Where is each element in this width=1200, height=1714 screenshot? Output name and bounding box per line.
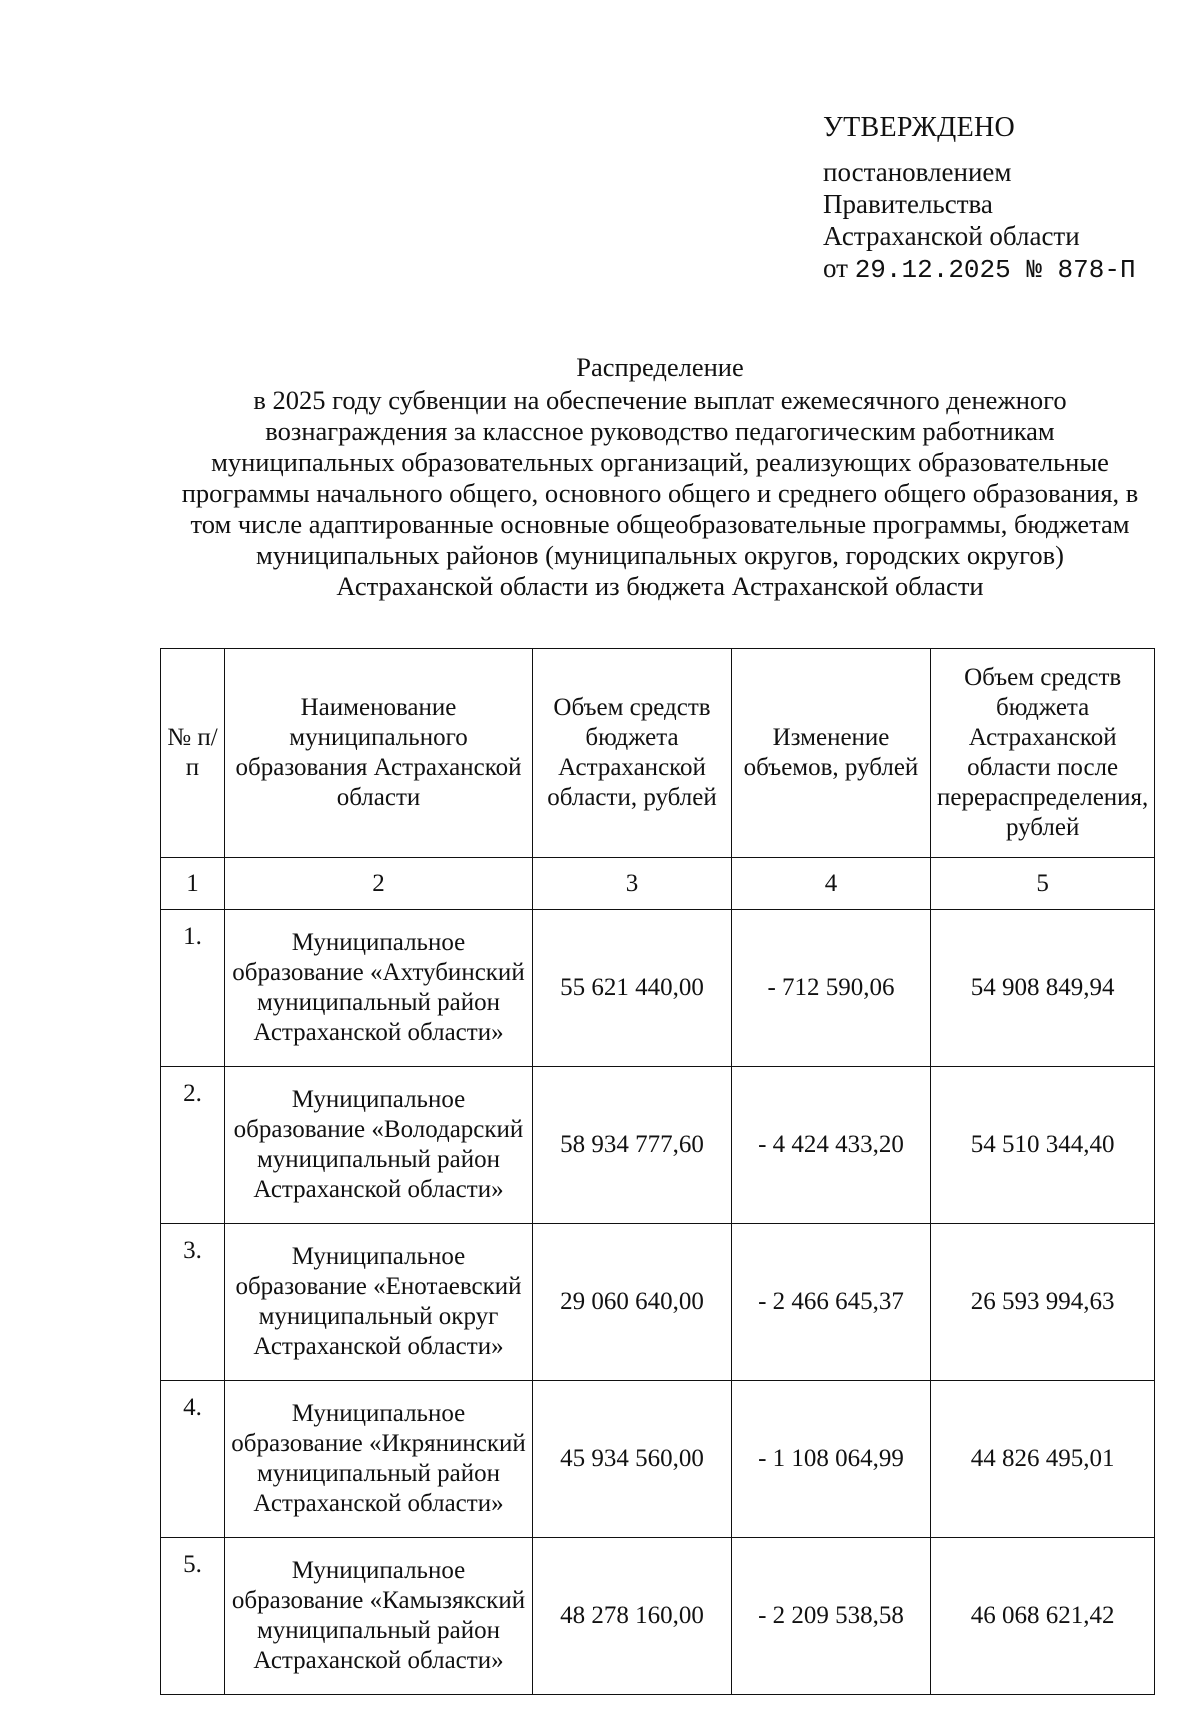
row-name: Муниципальное образование «Ахтубинский муниципальный район Астраханской области» — [225, 910, 533, 1067]
row-budget: 45 934 560,00 — [533, 1381, 732, 1538]
header-after: Объем средств бюджета Астраханской области после перераспределения, рублей — [931, 649, 1155, 858]
table-row — [161, 1538, 1155, 1695]
table-row — [161, 1381, 1155, 1538]
header-row — [161, 649, 1155, 858]
row-change: - 712 590,06 — [732, 910, 931, 1067]
row-budget: 48 278 160,00 — [533, 1538, 732, 1695]
approval-line-1: постановлением — [823, 157, 1012, 187]
row-num: 1. — [161, 910, 225, 1067]
row-budget: 55 621 440,00 — [533, 910, 732, 1067]
column-number: 2 — [225, 858, 533, 910]
row-after: 54 908 849,94 — [931, 910, 1155, 1067]
approval-date-number: 29.12.2025 № 878-П — [854, 255, 1136, 285]
approval-block — [823, 112, 1136, 286]
header-budget: Объем средств бюджета Астраханской области, рублей — [533, 649, 732, 858]
row-name: Муниципальное образование «Камызякский муниципальный район Астраханской области» — [225, 1538, 533, 1695]
approval-stamp: УТВЕРЖДЕНО — [823, 112, 1016, 143]
row-num: 5. — [161, 1538, 225, 1695]
approval-date-prefix: от — [823, 253, 848, 283]
row-num: 2. — [161, 1067, 225, 1224]
row-name: Муниципальное образование «Енотаевский муниципальный округ Астраханской области» — [225, 1224, 533, 1381]
row-name: Муниципальное образование «Володарский муниципальный район Астраханской области» — [225, 1067, 533, 1224]
table-row — [161, 910, 1155, 1067]
header-change: Изменение объемов, рублей — [732, 649, 931, 858]
row-num: 4. — [161, 1381, 225, 1538]
row-after: 54 510 344,40 — [931, 1067, 1155, 1224]
title-body: в 2025 году субвенции на обеспечение выплат ежемесячного денежного вознаграждения за классное руководство педагогическим работникам муниципальных образовательных организаций, реализующих образовательные программы начального общего, основного общего и среднего общего образования, в том числе адаптированные основные общеобразовательные программы, бюджетам муниципальных районов (муниципальных округов, городских округов) Астраханской области из бюджета Астраханской области — [181, 385, 1139, 601]
row-after: 26 593 994,63 — [931, 1224, 1155, 1381]
header-num: № п/п — [161, 649, 225, 858]
row-change: - 4 424 433,20 — [732, 1067, 931, 1224]
row-budget: 58 934 777,60 — [533, 1067, 732, 1224]
row-after: 46 068 621,42 — [931, 1538, 1155, 1695]
distribution-table-wrap — [160, 648, 1155, 1695]
document-title — [180, 352, 1140, 602]
row-after: 44 826 495,01 — [931, 1381, 1155, 1538]
table-row — [161, 1067, 1155, 1224]
column-number: 5 — [931, 858, 1155, 910]
row-num: 3. — [161, 1224, 225, 1381]
row-budget: 29 060 640,00 — [533, 1224, 732, 1381]
distribution-table — [160, 648, 1155, 1695]
approval-line-3: Астраханской области — [823, 221, 1080, 251]
title-heading: Распределение — [576, 352, 744, 382]
table-row — [161, 1224, 1155, 1381]
column-number: 3 — [533, 858, 732, 910]
row-name: Муниципальное образование «Икрянинский муниципальный район Астраханской области» — [225, 1381, 533, 1538]
row-change: - 2 209 538,58 — [732, 1538, 931, 1695]
column-number: 4 — [732, 858, 931, 910]
header-name: Наименование муниципального образования Астраханской области — [225, 649, 533, 858]
column-number: 1 — [161, 858, 225, 910]
approval-date-line — [823, 252, 1136, 286]
column-number-row — [161, 858, 1155, 910]
row-change: - 1 108 064,99 — [732, 1381, 931, 1538]
row-change: - 2 466 645,37 — [732, 1224, 931, 1381]
approval-line-2: Правительства — [823, 189, 993, 219]
